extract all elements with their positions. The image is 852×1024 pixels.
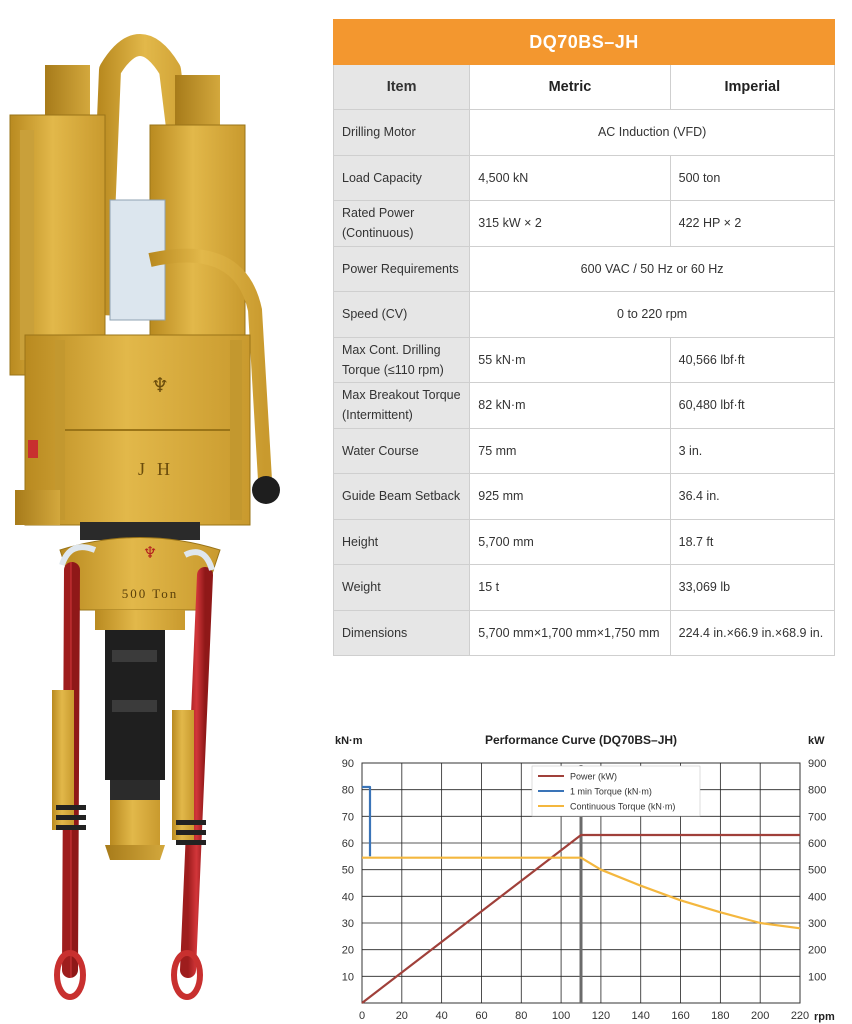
x-unit: rpm	[814, 1011, 835, 1023]
spec-metric-value: 82 kN·m	[470, 383, 670, 429]
spec-imperial-value: 422 HP × 2	[670, 201, 834, 247]
spec-metric-value: 925 mm	[470, 474, 670, 520]
spec-item-label: Height	[334, 519, 470, 565]
spec-row	[334, 610, 835, 656]
spec-row	[334, 337, 835, 383]
spec-value: 0 to 220 rpm	[470, 292, 835, 338]
x-tick-label: 180	[711, 1010, 730, 1022]
spec-table-title-row	[334, 20, 835, 65]
y-right-tick-label: 400	[808, 891, 827, 904]
spec-imperial-value: 224.4 in.×66.9 in.×68.9 in.	[670, 610, 834, 656]
spec-table-header-row	[334, 65, 835, 110]
spec-imperial-value: 18.7 ft	[670, 519, 834, 565]
spec-imperial-value: 500 ton	[670, 155, 834, 201]
spec-row	[334, 246, 835, 292]
y-left-tick-label: 70	[341, 811, 354, 824]
spec-imperial-value: 36.4 in.	[670, 474, 834, 520]
spec-item-label: Guide Beam Setback	[334, 474, 470, 520]
spec-table-title: DQ70BS–JH	[334, 20, 835, 65]
spec-row	[334, 519, 835, 565]
left-motor	[10, 65, 105, 375]
gearbox-logo-text: JH	[137, 459, 183, 479]
spec-row	[334, 565, 835, 611]
spec-item-label: Rated Power (Continuous)	[334, 201, 470, 247]
y-right-tick-label: 100	[808, 971, 827, 984]
y-left-tick-label: 30	[341, 918, 354, 930]
main-shaft	[95, 610, 185, 860]
y-right-tick-label: 300	[808, 918, 827, 930]
chart-legend	[532, 766, 700, 816]
spec-metric-value: 15 t	[470, 565, 670, 611]
legend-label: 1 min Torque (kN·m)	[570, 786, 652, 797]
y-left-tick-label: 50	[341, 864, 354, 877]
spec-row	[334, 383, 835, 429]
top-drive-illustration	[0, 10, 330, 1020]
y-right-tick-label: 700	[808, 811, 827, 824]
y-right-tick-label: 200	[808, 944, 827, 957]
y-left-tick-label: 20	[341, 944, 354, 957]
y-left-tick-label: 40	[341, 891, 354, 904]
spec-row	[334, 292, 835, 338]
spec-item-label: Weight	[334, 565, 470, 611]
spec-imperial-value: 3 in.	[670, 428, 834, 474]
spec-item-label: Power Requirements	[334, 246, 470, 292]
spec-item-label: Max Breakout Torque (Intermittent)	[334, 383, 470, 429]
rotating-head	[60, 522, 220, 610]
spec-row	[334, 110, 835, 156]
spec-metric-value: 315 kW × 2	[470, 201, 670, 247]
svg-text:♆: ♆	[151, 375, 169, 397]
spec-metric-value: 4,500 kN	[470, 155, 670, 201]
spec-metric-value: 55 kN·m	[470, 337, 670, 383]
svg-text:♆: ♆	[142, 545, 158, 562]
x-tick-label: 160	[671, 1010, 690, 1022]
spec-metric-value: 5,700 mm	[470, 519, 670, 565]
x-tick-label: 100	[551, 1010, 571, 1022]
spec-item-label: Dimensions	[334, 610, 470, 656]
spec-metric-value: 75 mm	[470, 428, 670, 474]
header-metric: Metric	[470, 65, 670, 110]
spec-item-label: Load Capacity	[334, 155, 470, 201]
spec-item-label: Water Course	[334, 428, 470, 474]
legend-label: Continuous Torque (kN·m)	[570, 801, 676, 812]
header-item: Item	[334, 65, 470, 110]
x-tick-label: 20	[395, 1010, 408, 1022]
spec-item-label: Speed (CV)	[334, 292, 470, 338]
performance-curve-chart	[330, 730, 850, 1024]
x-tick-label: 80	[515, 1010, 528, 1022]
y-right-tick-label: 800	[808, 784, 827, 797]
header-imperial: Imperial	[670, 65, 834, 110]
spec-item-label: Drilling Motor	[334, 110, 470, 156]
y-right-unit: kW	[808, 735, 825, 747]
spec-value: 600 VAC / 50 Hz or 60 Hz	[470, 246, 835, 292]
spec-row	[334, 201, 835, 247]
y-right-tick-label: 900	[808, 758, 827, 770]
spec-imperial-value: 60,480 lbf·ft	[670, 383, 834, 429]
spec-imperial-value: 33,069 lb	[670, 565, 834, 611]
x-tick-label: 0	[358, 1010, 366, 1022]
x-tick-label: 140	[631, 1010, 650, 1022]
x-tick-label: 60	[475, 1010, 488, 1022]
spec-table	[333, 19, 835, 656]
y-left-tick-label: 10	[341, 971, 354, 984]
x-tick-label: 220	[790, 1010, 810, 1022]
spec-row	[334, 428, 835, 474]
spec-item-label: Max Cont. Drilling Torque (≤110 rpm)	[334, 337, 470, 383]
y-right-tick-label: 500	[808, 864, 827, 877]
x-tick-label: 40	[435, 1010, 448, 1022]
y-right-tick-label: 600	[808, 838, 827, 850]
y-left-tick-label: 80	[341, 784, 354, 797]
spec-row	[334, 474, 835, 520]
capacity-label: 500 Ton	[121, 586, 179, 601]
spec-row	[334, 155, 835, 201]
spec-metric-value: 5,700 mm×1,700 mm×1,750 mm	[470, 610, 670, 656]
chart-title: Performance Curve (DQ70BS–JH)	[484, 733, 678, 747]
y-left-tick-label: 90	[341, 758, 354, 770]
y-left-unit: kN·m	[335, 735, 363, 747]
spec-value: AC Induction (VFD)	[470, 110, 835, 156]
x-tick-label: 200	[751, 1010, 770, 1022]
y-left-tick-label: 60	[341, 838, 354, 850]
legend-label: Power (kW)	[570, 771, 617, 782]
spec-imperial-value: 40,566 lbf·ft	[670, 337, 834, 383]
x-tick-label: 120	[591, 1010, 611, 1022]
